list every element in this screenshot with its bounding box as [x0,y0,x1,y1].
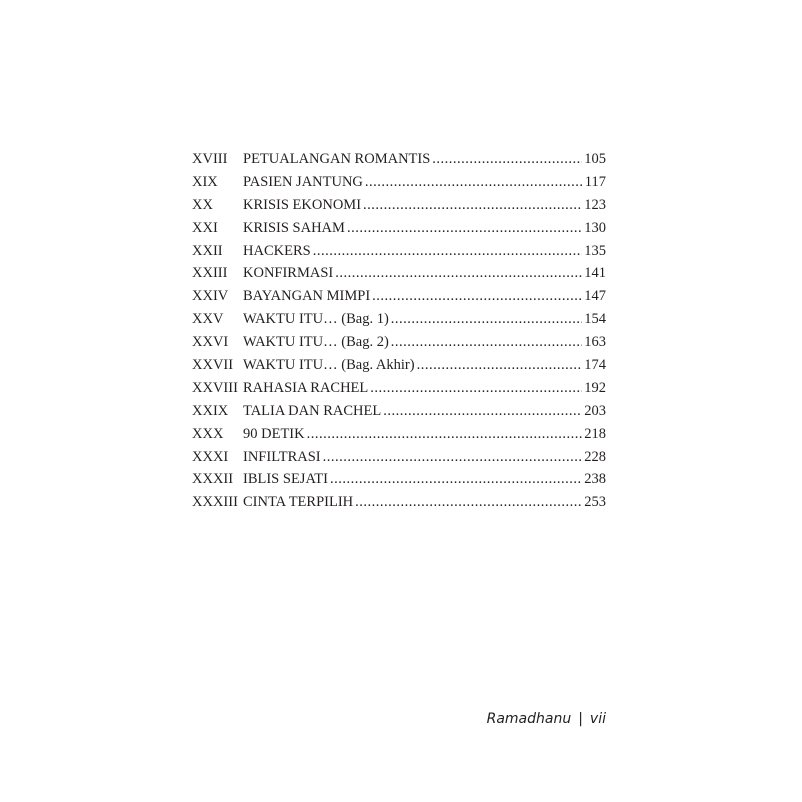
dot-leader [370,377,582,400]
dot-leader [432,148,582,171]
toc-row [192,423,606,446]
dot-leader [363,194,582,217]
page-footer [487,711,606,727]
page-number: 253 [584,494,606,511]
footer-page-number: vii [589,711,606,727]
chapter-title: PETUALANGAN ROMANTIS [243,151,431,167]
page-number: 141 [584,265,606,282]
footer-author: Ramadhanu [486,711,572,727]
chapter-number: XXIII [192,265,228,282]
chapter-number: XXI [192,219,218,236]
page-number: 135 [584,242,606,259]
dot-leader [307,423,583,446]
dot-leader [383,400,582,423]
dot-leader [313,240,583,263]
page-number: 218 [584,425,606,442]
chapter-number: XXXII [192,471,234,488]
toc-row [192,468,606,491]
dot-leader [330,468,582,491]
chapter-number: XXXI [192,448,229,465]
page-number: 105 [584,151,606,167]
chapter-number: XXIX [192,402,229,419]
page-number: 130 [584,219,606,236]
page-number: 163 [584,334,606,351]
page-number: 228 [584,448,606,465]
chapter-number: XXII [192,242,223,259]
page-number: 203 [584,402,606,419]
chapter-title: WAKTU ITU… (Bag. 2) [243,334,389,351]
page-number: 117 [584,173,606,190]
page-number: 154 [584,311,606,328]
toc-row [192,377,606,400]
toc-row [192,491,606,514]
toc-row [192,194,606,217]
dot-leader [365,171,583,194]
chapter-number: XX [192,196,213,213]
toc-row [192,446,606,469]
dot-leader [372,285,582,308]
table-of-contents [192,148,606,514]
chapter-title: HACKERS [243,242,311,259]
chapter-number: XXVIII [192,379,238,396]
dot-leader [391,308,582,331]
dot-leader [347,217,582,240]
chapter-title: 90 DETIK [243,425,305,442]
page-number: 147 [584,288,606,305]
toc-row [192,171,606,194]
toc-row [192,400,606,423]
chapter-title: KRISIS EKONOMI [243,196,362,213]
dot-leader [323,446,583,469]
toc-row [192,148,606,171]
chapter-title: KONFIRMASI [243,265,334,282]
dot-leader [355,491,582,514]
chapter-title: INFILTRASI [243,448,321,465]
toc-row [192,262,606,285]
toc-row [192,240,606,263]
page-number: 238 [584,471,606,488]
chapter-number: XXV [192,311,224,328]
chapter-title: WAKTU ITU… (Bag. Akhir) [243,357,415,374]
chapter-number: XXX [192,425,224,442]
footer-separator: | [578,711,583,727]
toc-row [192,331,606,354]
page-number: 123 [584,196,606,213]
page-number: 192 [584,379,606,396]
toc-row [192,308,606,331]
chapter-title: KRISIS SAHAM [243,219,345,236]
page-number: 174 [584,357,606,374]
chapter-title: PASIEN JANTUNG [243,173,363,190]
chapter-number: XVIII [192,151,228,167]
chapter-title: RAHASIA RACHEL [243,379,369,396]
toc-row [192,354,606,377]
chapter-title: CINTA TERPILIH [243,494,354,511]
chapter-title: WAKTU ITU… (Bag. 1) [243,311,389,328]
dot-leader [391,331,582,354]
toc-row [192,217,606,240]
chapter-number: XIX [192,173,218,190]
chapter-number: XXVI [192,334,229,351]
chapter-title: TALIA DAN RACHEL [243,402,382,419]
chapter-number: XXXIII [192,494,238,511]
chapter-number: XXIV [192,288,229,305]
chapter-title: IBLIS SEJATI [243,471,328,488]
toc-row [192,285,606,308]
chapter-number: XXVII [192,357,234,374]
chapter-title: BAYANGAN MIMPI [243,288,371,305]
dot-leader [417,354,583,377]
dot-leader [335,262,582,285]
